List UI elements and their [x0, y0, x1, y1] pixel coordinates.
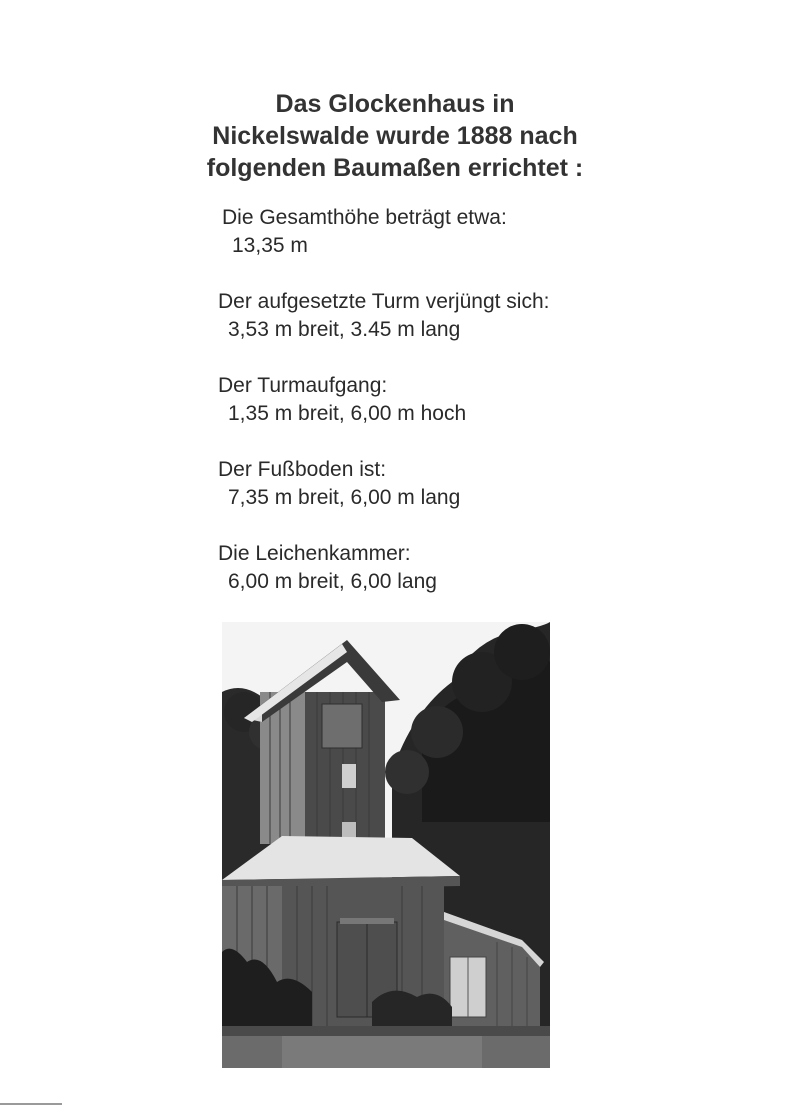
spec-value: 3,53 m breit, 3.45 m lang [228, 318, 461, 341]
spec-value: 1,35 m breit, 6,00 m hoch [228, 402, 467, 425]
spec-tower-stairway [218, 372, 466, 428]
title-line-1: Das Glockenhaus in [275, 90, 515, 118]
spec-value: 7,35 m breit, 6,00 m lang [228, 486, 461, 509]
title-line-2: Nickelswalde wurde 1888 nach [212, 122, 578, 150]
footer-rule [0, 1103, 62, 1105]
document-title [150, 88, 640, 184]
bell-house-photo [222, 622, 550, 1068]
spec-label: Der Fußboden ist: [218, 458, 387, 481]
spec-tower [218, 288, 549, 344]
spec-label: Der aufgesetzte Turm verjüngt sich: [218, 290, 550, 313]
spec-total-height [222, 204, 507, 260]
spec-value: 13,35 m [232, 234, 308, 257]
spec-label: Der Turmaufgang: [218, 374, 388, 397]
spec-value: 6,00 m breit, 6,00 lang [228, 570, 437, 593]
title-line-3: folgenden Baumaßen errichtet : [206, 154, 584, 182]
spec-mortuary [218, 540, 437, 596]
spec-label: Die Gesamthöhe beträgt etwa: [222, 206, 507, 229]
spec-label: Die Leichenkammer: [218, 542, 411, 565]
spec-floor [218, 456, 460, 512]
